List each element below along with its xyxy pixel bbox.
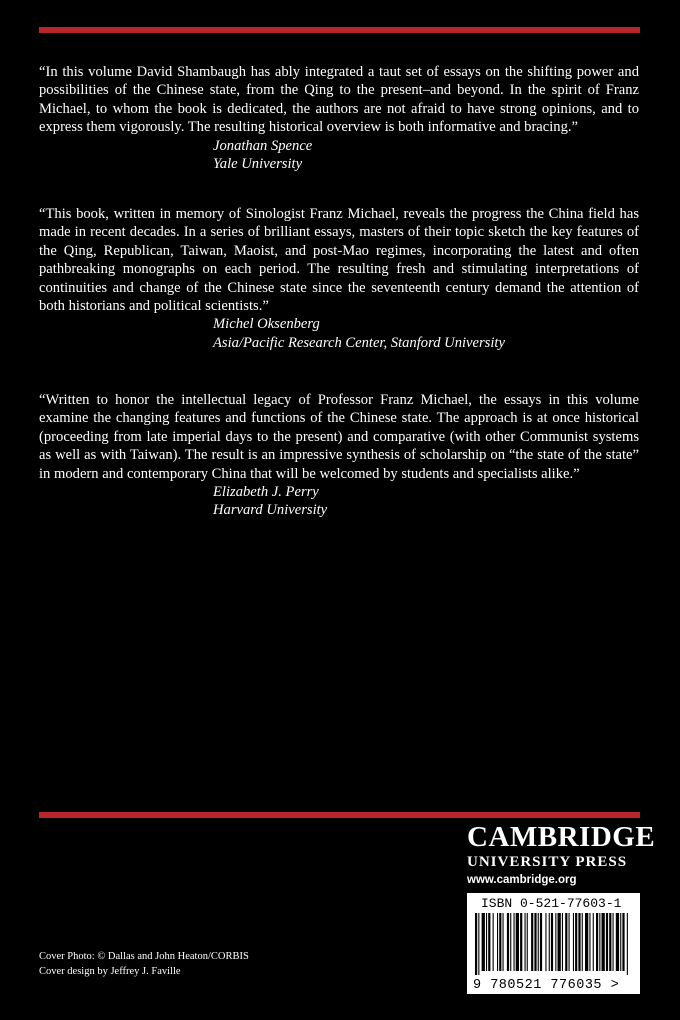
bottom-red-rule [39,812,640,818]
barcode-icon [473,913,634,975]
barcode-bar [534,913,536,971]
barcode-bar [488,913,490,971]
barcode-bar [540,913,542,971]
barcode-bar [593,913,594,971]
cover-design-credit: Cover design by Jeffrey J. Faville [39,966,181,977]
blurb-text: “Written to honor the intellectual legacy of Professor Franz Michael, the essays in this volume examine the changing features and functions of the Chinese state. The approach is at once historical (proceeding from late imperial days to the present) and comparative (with other Communist systems as well as with Taiwan). The result is an impressive synthesis of scholarship on “the state of the state” in modern and contemporary China that will be welcomed by students and specialists alike.” [39,392,639,482]
barcode-bar [516,913,519,971]
barcode-bar [507,913,509,971]
barcode-bar [549,913,550,971]
barcode-bar [613,913,614,971]
barcode-bar [569,913,570,971]
barcode-bar [475,913,477,975]
barcode-bar [582,913,583,971]
barcode-bar [575,913,577,971]
blurb-perry [39,391,639,520]
isbn-label: ISBN 0-521-77603-1 [481,896,622,911]
barcode-bar [573,913,574,971]
blurb-author: Jonathan Spence [213,137,313,154]
blurb-text: “This book, written in memory of Sinologist Franz Michael, reveals the progress the China field has made in recent decades. In a series of brilliant essays, masters of their topic sketch the key features of the Qing, Republican, Taiwan, Maoist, and post-Mao regimes, incorporating the latest and often pathbreaking monographs on each period. The resulting fresh and stimulating interpretations of continuities and change of the Chinese state since the seventeenth century demand the attention of both historians and political scientists.” [39,206,639,315]
barcode-bar [525,913,526,971]
barcode-bar [510,913,511,971]
barcode-bar [545,913,546,971]
blurb-author: Elizabeth J. Perry [213,484,319,501]
blurb-affiliation: Yale University [213,156,303,173]
publisher-url: www.cambridge.org [467,874,577,886]
barcode-bar [558,913,561,971]
barcode-bar [486,913,487,971]
barcode-bar [531,913,533,971]
barcode-bar [599,913,600,971]
barcode-bar [602,913,605,971]
barcode-bar [609,913,611,971]
barcode-bar [627,913,628,975]
barcode-bar [493,913,494,971]
blurb-author: Michel Oksenberg [213,316,320,333]
publisher-name: CAMBRIDGE [467,821,656,853]
isbn-barcode-box [467,893,640,994]
barcode-bar [520,913,522,971]
barcode-bar [527,913,528,971]
barcode-bar [538,913,539,971]
cover-credits [39,949,249,979]
barcode-bar [555,913,556,971]
barcode-bar [497,913,498,971]
blurb-affiliation: Asia/Pacific Research Center, Stanford University [213,334,505,351]
barcode-bar [596,913,598,971]
cover-photo-credit: Cover Photo: © Dallas and John Heaton/CORBIS [39,951,249,962]
barcode-bar [622,913,624,971]
publisher-subtitle: UNIVERSITY PRESS [467,854,628,870]
barcode-bar [562,913,563,971]
barcode-bar [585,913,588,971]
blurb-spence [39,63,639,173]
barcode-bar [551,913,553,971]
barcode-bar [589,913,590,971]
barcode-bar [514,913,515,971]
barcode-bar [482,913,485,971]
barcode-bar [578,913,580,971]
barcode-bar [565,913,567,971]
barcode-bar [606,913,608,971]
barcode-digits: 9 780521 776035 > [473,978,620,993]
barcode-bar [503,913,504,971]
blurb-oksenberg [39,205,639,352]
blurb-text: “In this volume David Shambaugh has ably integrated a taut set of essays on the shifting power and possibilities of the Chinese state, from the Qing to the present–and beyond. In the spirit of Franz Michael, to whom the book is dedicated, the authors are not afraid to have strong opinions, and to express them vigorously. The resulting historical overview is both informative and bracing.” [39,64,639,136]
top-red-rule [39,27,640,33]
publisher-logo [467,821,656,886]
barcode-bar [620,913,621,971]
barcode-bar [616,913,619,971]
barcode-bar [478,913,479,975]
barcode-bar [499,913,501,971]
blurb-affiliation: Harvard University [213,502,328,519]
